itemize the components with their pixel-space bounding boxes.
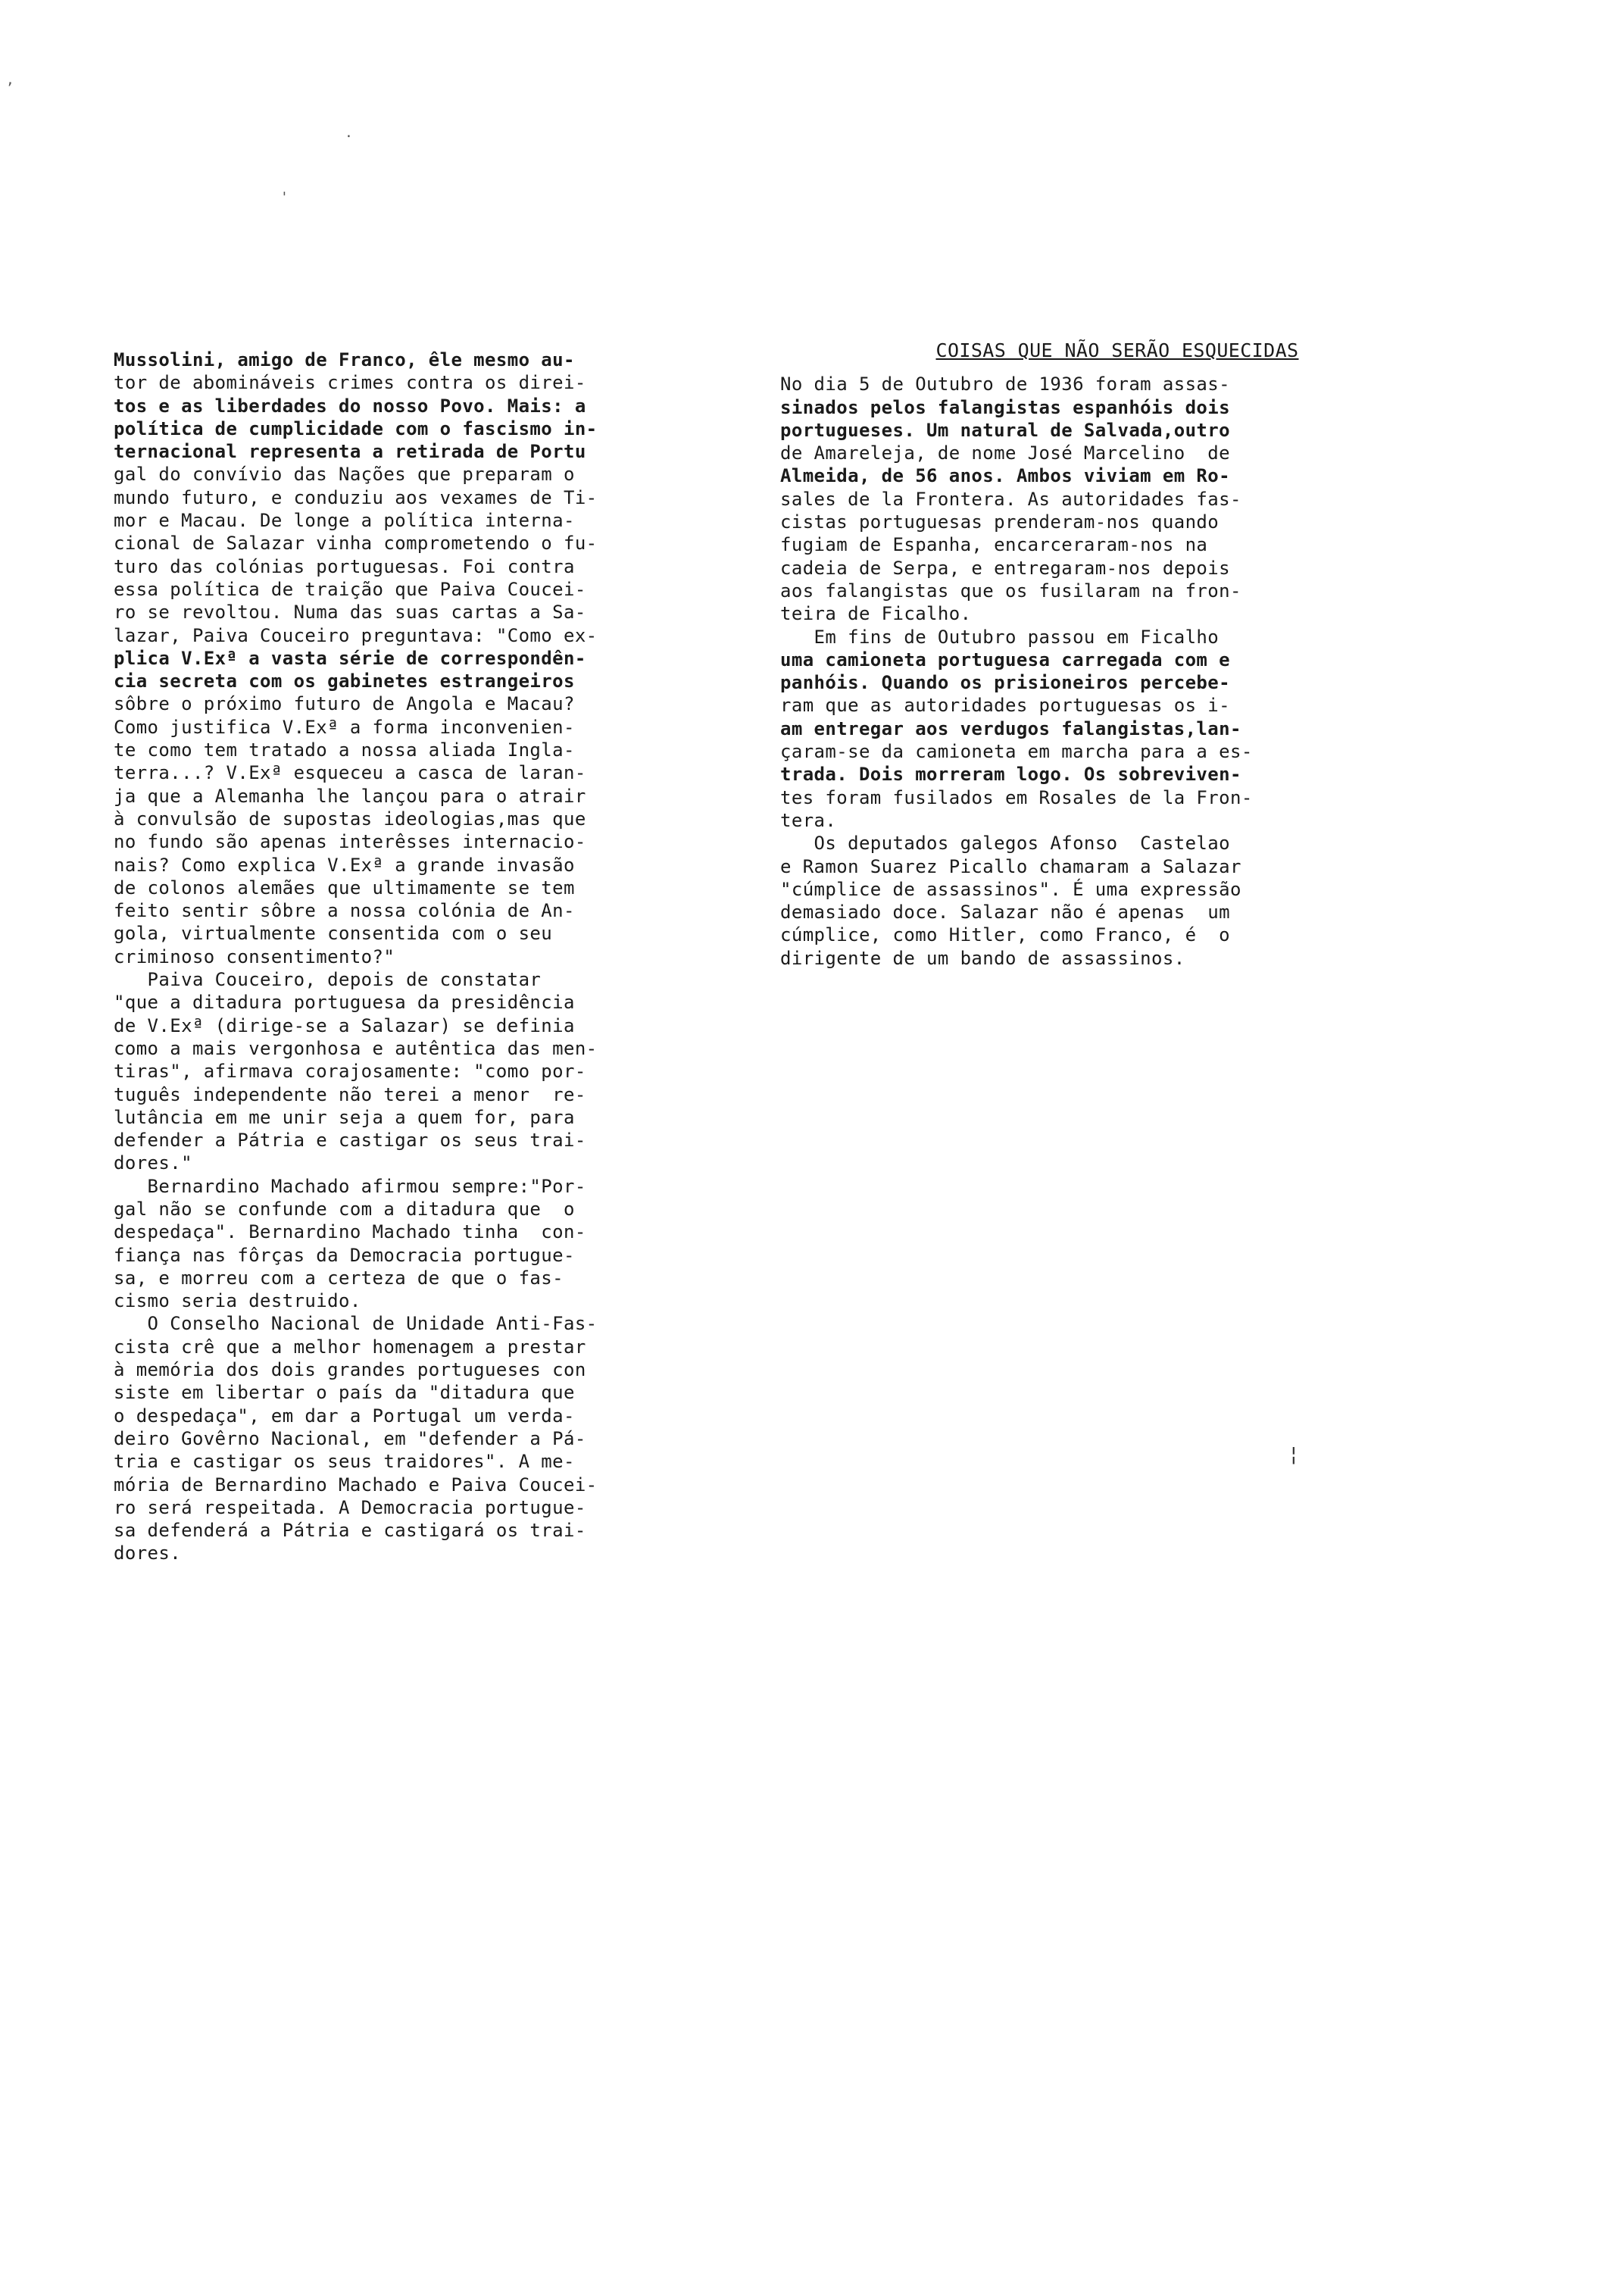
text-line: ro se revoltou. Numa das suas cartas a Sa- xyxy=(114,602,586,624)
text-line: sa, e morreu com a certeza de que o fas- xyxy=(114,1267,564,1289)
text-line: sales de la Frontera. As autoridades fas- xyxy=(780,488,1241,510)
scan-speck: ' xyxy=(280,189,289,205)
text-line: O Conselho Nacional de Unidade Anti-Fas- xyxy=(114,1313,598,1335)
text-line: Almeida, de 56 anos. Ambos viviam em Ro- xyxy=(780,465,1230,487)
scan-speck: ¦ xyxy=(1288,1443,1300,1466)
text-line: dores. xyxy=(114,1542,182,1564)
text-line: uma camioneta portuguesa carregada com e xyxy=(780,649,1230,670)
text-line: sinados pelos falangistas espanhóis dois xyxy=(780,396,1230,418)
text-line: e Ramon Suarez Picallo chamaram a Salazar xyxy=(780,855,1241,877)
text-line: mundo futuro, e conduziu aos vexames de Ti- xyxy=(114,486,598,508)
text-line: tria e castigar os seus traidores". A me- xyxy=(114,1451,575,1473)
text-line: nais? Como explica V.Exª a grande invasão xyxy=(114,854,575,876)
text-line: cúmplice, como Hitler, como Franco, é o xyxy=(780,924,1230,946)
text-line: No dia 5 de Outubro de 1936 foram assas- xyxy=(780,373,1230,395)
text-line: tiras", afirmava corajosamente: "como por- xyxy=(114,1061,586,1083)
text-line: sôbre o próximo futuro de Angola e Macau? xyxy=(114,693,575,715)
text-line: gal do convívio das Nações que preparam o xyxy=(114,464,575,486)
text-line: mor e Macau. De longe a política interna- xyxy=(114,510,575,532)
text-line: cia secreta com os gabinetes estrangeiros xyxy=(114,670,575,692)
text-line: siste em libertar o país da "ditadura que xyxy=(114,1382,575,1404)
text-line: de Amareleja, de nome José Marcelino de xyxy=(780,442,1230,464)
text-line: trada. Dois morreram logo. Os sobreviven- xyxy=(780,764,1241,786)
text-line: tes foram fusilados em Rosales de la Fron- xyxy=(780,786,1253,808)
text-line: gal não se confunde com a ditadura que o xyxy=(114,1198,575,1220)
text-line: de V.Exª (dirige-se a Salazar) se definia xyxy=(114,1014,575,1036)
text-line: lazar, Paiva Couceiro preguntava: "Como ex- xyxy=(114,624,598,646)
text-line: demasiado doce. Salazar não é apenas um xyxy=(780,902,1230,924)
text-line: aos falangistas que os fusilaram na fron- xyxy=(780,580,1241,602)
text-line: como a mais vergonhosa e autêntica das men- xyxy=(114,1037,598,1059)
text-line: tos e as liberdades do nosso Povo. Mais: a xyxy=(114,395,586,417)
text-line: Bernardino Machado afirmou sempre:"Por- xyxy=(114,1175,586,1197)
text-line: cista crê que a melhor homenagem a prestar xyxy=(114,1336,586,1358)
text-line: lutância em me unir seja a quem for, para xyxy=(114,1106,575,1128)
text-line: te como tem tratado a nossa aliada Ingla- xyxy=(114,739,575,761)
text-line: criminoso consentimento?" xyxy=(114,945,395,967)
text-line: portugueses. Um natural de Salvada,outro xyxy=(780,419,1230,441)
right-column xyxy=(780,339,1454,970)
text-line: ram que as autoridades portuguesas os i- xyxy=(780,695,1230,717)
text-line: cadeia de Serpa, e entregaram-nos depois xyxy=(780,557,1230,579)
text-line: fugiam de Espanha, encarceraram-nos na xyxy=(780,534,1208,556)
text-line: tuguês independente não terei a menor re- xyxy=(114,1083,586,1105)
text-line: "cúmplice de assassinos". É uma expressão xyxy=(780,878,1241,900)
text-line: feito sentir sôbre a nossa colónia de An- xyxy=(114,900,575,922)
article-heading: COISAS QUE NÃO SERÃO ESQUECIDAS xyxy=(935,339,1299,361)
text-line: panhóis. Quando os prisioneiros percebe- xyxy=(780,672,1230,694)
scan-speck: , xyxy=(6,72,14,88)
text-line: terra...? V.Exª esqueceu a casca de laran- xyxy=(114,762,586,784)
text-line: fiança nas fôrças da Democracia portugue- xyxy=(114,1244,575,1266)
text-line: defender a Pátria e castigar os seus trai- xyxy=(114,1130,586,1152)
text-line: çaram-se da camioneta em marcha para a es- xyxy=(780,741,1253,763)
text-line: tera. xyxy=(780,809,837,831)
text-line: despedaça". Bernardino Machado tinha con- xyxy=(114,1221,586,1243)
text-line: à memória dos dois grandes portugueses con xyxy=(114,1359,586,1381)
text-line: dirigente de um bando de assassinos. xyxy=(780,947,1185,969)
text-line: o despedaça", em dar a Portugal um verda- xyxy=(114,1405,575,1427)
text-line: Paiva Couceiro, depois de constatar xyxy=(114,969,542,991)
text-line: política de cumplicidade com o fascismo in- xyxy=(114,417,598,439)
text-line: no fundo são apenas interêsses internacio- xyxy=(114,831,586,853)
text-line: plica V.Exª a vasta série de correspondên- xyxy=(114,647,586,669)
text-line: dores." xyxy=(114,1152,192,1174)
text-line: deiro Govêrno Nacional, em "defender a Pá- xyxy=(114,1427,586,1449)
text-line: Como justifica V.Exª a forma inconvenien- xyxy=(114,716,575,738)
text-line: "que a ditadura portuguesa da presidência xyxy=(114,992,575,1014)
text-line: Mussolini, amigo de Franco, êle mesmo au- xyxy=(114,349,575,370)
left-column xyxy=(114,348,780,1565)
scan-speck: . xyxy=(345,125,353,141)
text-line: mória de Bernardino Machado e Paiva Coucei- xyxy=(114,1474,598,1496)
text-line: cismo seria destruido. xyxy=(114,1290,361,1312)
text-line: cistas portuguesas prenderam-nos quando xyxy=(780,511,1220,533)
text-line: ja que a Alemanha lhe lançou para o atrair xyxy=(114,785,586,807)
text-line: turo das colónias portuguesas. Foi contra xyxy=(114,555,575,577)
text-line: gola, virtualmente consentida com o seu xyxy=(114,923,553,945)
text-line: sa defenderá a Pátria e castigará os trai- xyxy=(114,1520,586,1542)
text-line: teira de Ficalho. xyxy=(780,603,972,625)
text-line: Em fins de Outubro passou em Ficalho xyxy=(780,626,1220,648)
text-line: tor de abomináveis crimes contra os direi- xyxy=(114,372,586,394)
text-line: cional de Salazar vinha comprometendo o fu- xyxy=(114,533,598,555)
text-line: à convulsão de supostas ideologias,mas que xyxy=(114,808,586,830)
text-line: am entregar aos verdugos falangistas,lan- xyxy=(780,717,1241,739)
text-line: ternacional representa a retirada de Portu xyxy=(114,441,586,463)
text-line: Os deputados galegos Afonso Castelao xyxy=(780,833,1230,855)
text-line: essa política de traição que Paiva Coucei- xyxy=(114,578,586,600)
text-line: ro será respeitada. A Democracia portugue- xyxy=(114,1496,586,1518)
text-line: de colonos alemães que ultimamente se tem xyxy=(114,877,575,899)
